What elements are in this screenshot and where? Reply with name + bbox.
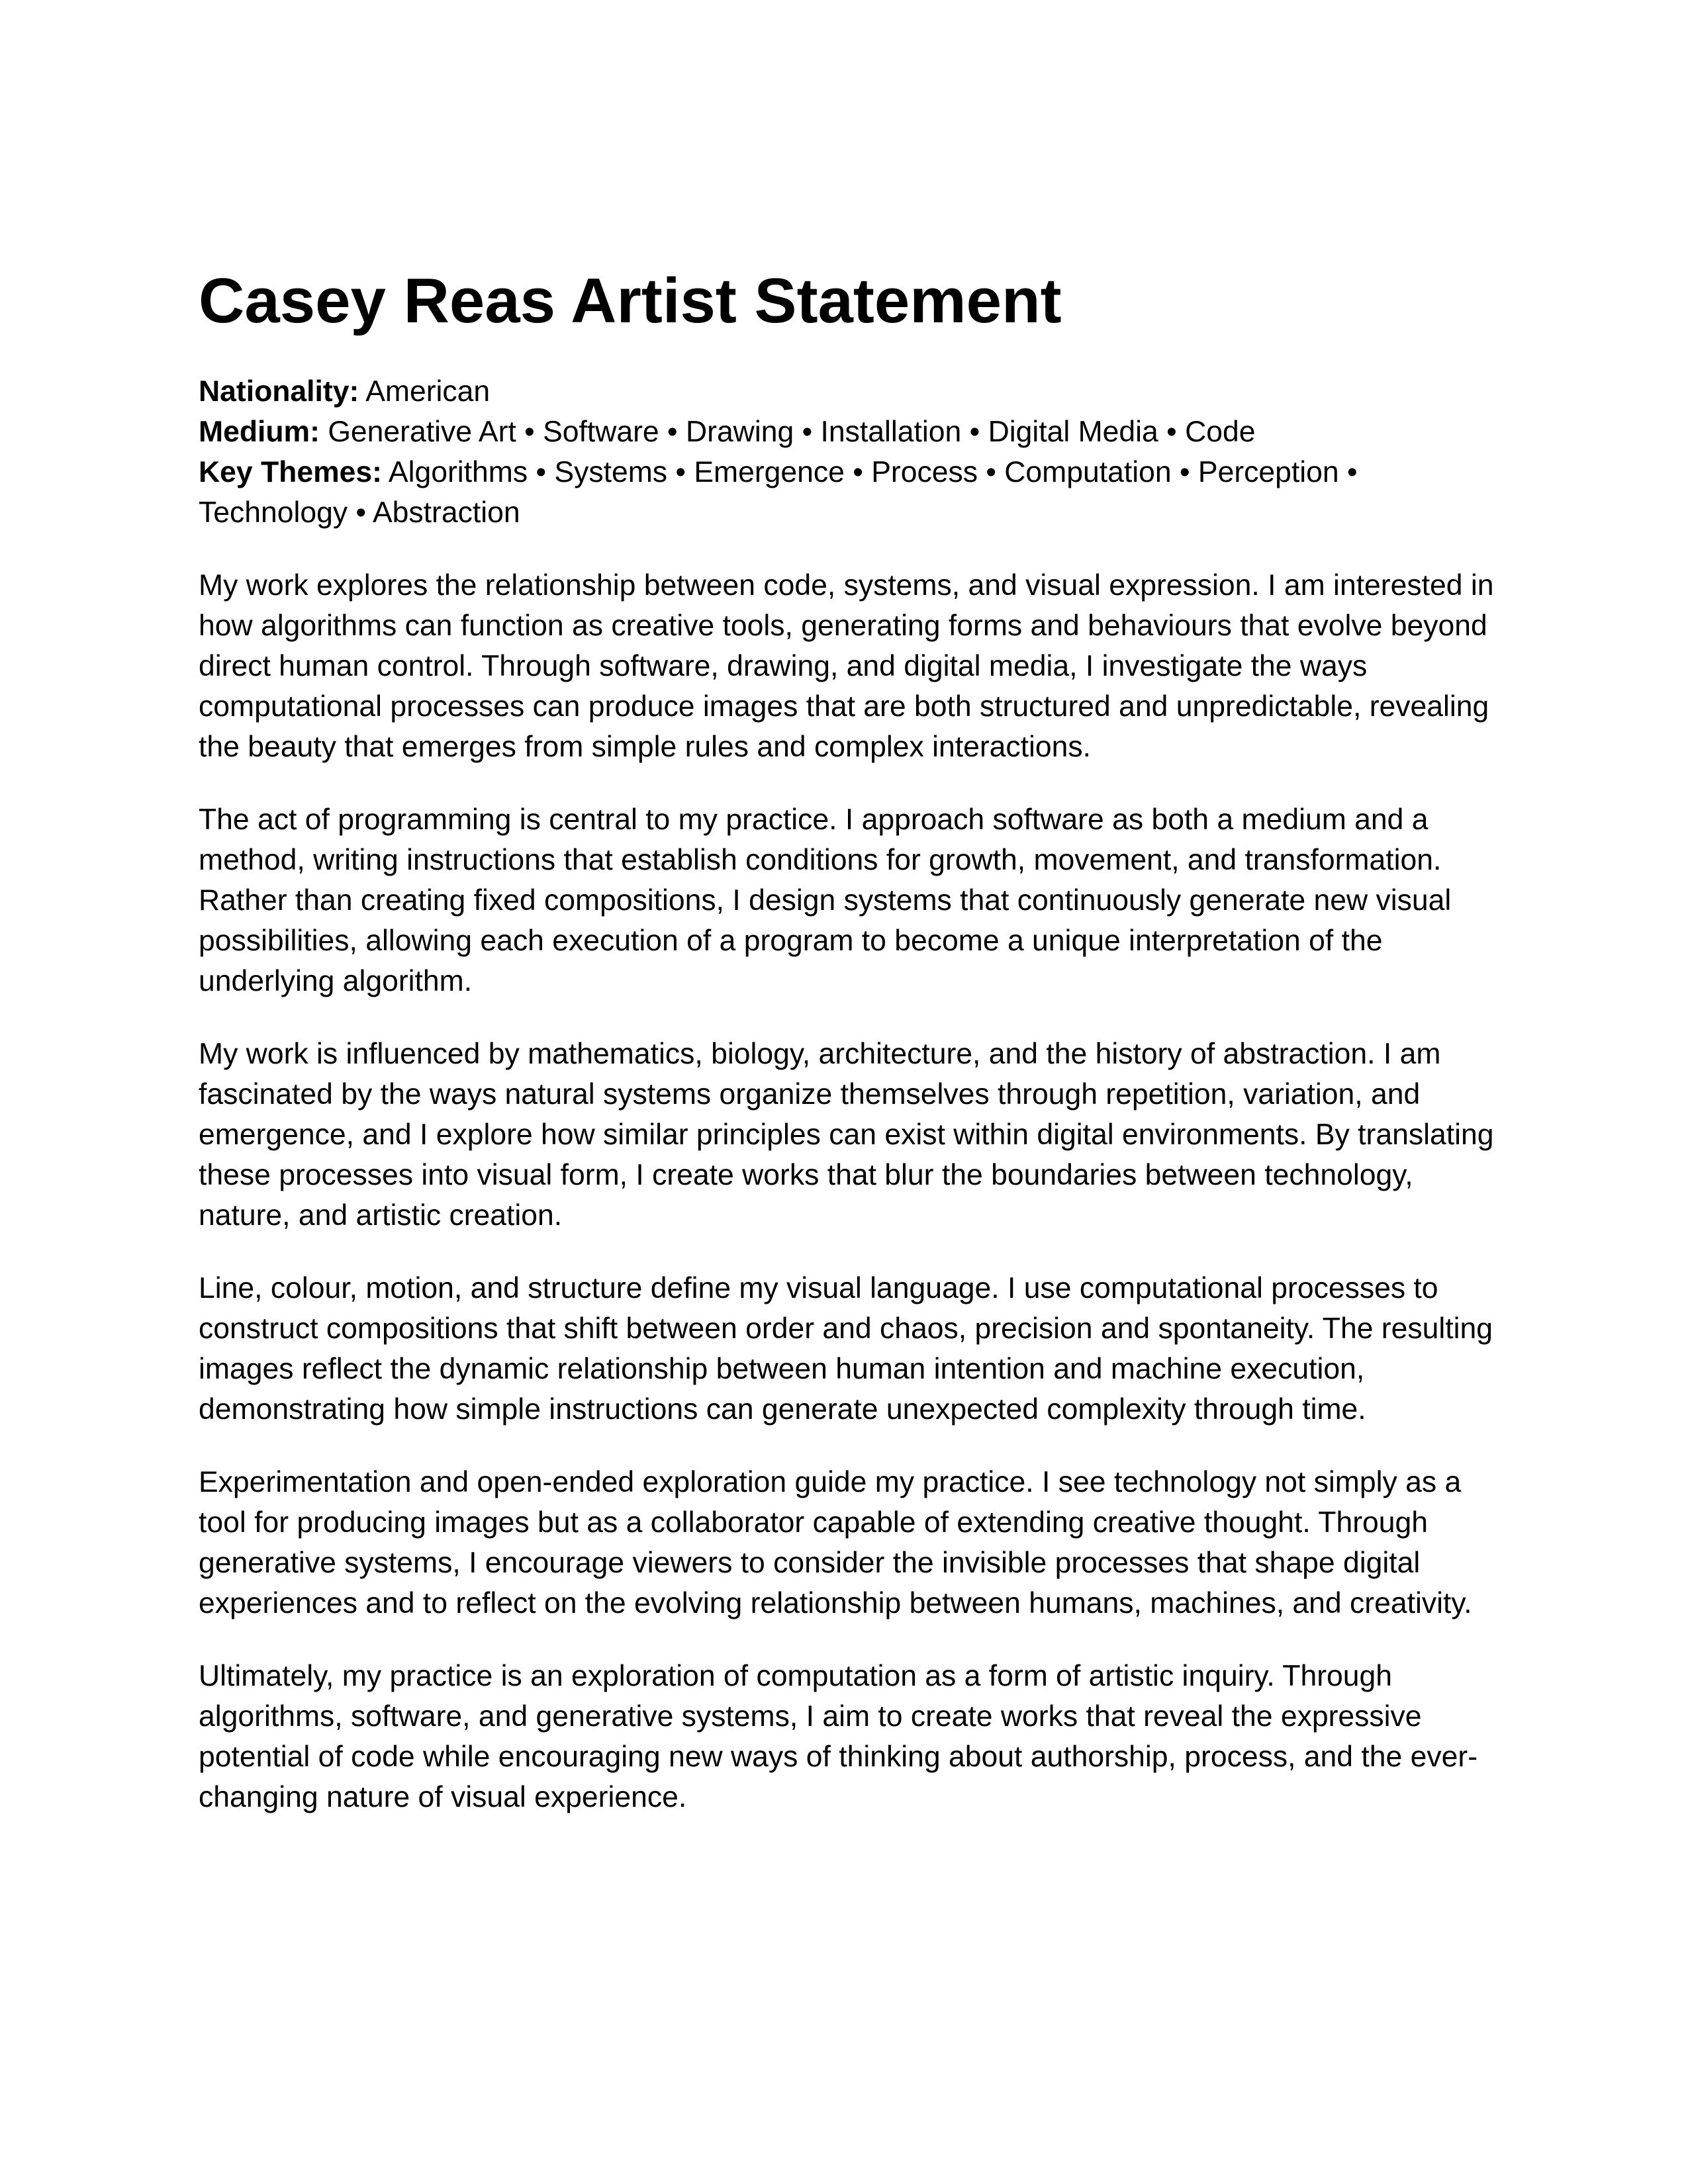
document-title: Casey Reas Artist Statement: [199, 265, 1062, 336]
meta-label: Nationality:: [199, 375, 359, 408]
body-paragraph: My work explores the relationship between code, systems, and visual expression. I am interested in how algorithms can function as creative tools, generating forms and behaviours that evolve beyond direct human control. Through software, drawing, and digital media, I investigate the ways computational processes can produce images that are both structured and unpredictable, revealing the beauty that emerges from simple rules and complex interactions.: [199, 569, 1494, 763]
meta-medium: [199, 412, 1509, 452]
body-paragraph: Experimentation and open-ended exploration guide my practice. I see technology not simply as a tool for producing images but as a collaborator capable of extending creative thought. Through generative systems, I encourage viewers to consider the invisible processes that shape digital experiences and to reflect on the evolving relationship between humans, machines, and creativity.: [199, 1466, 1472, 1619]
meta-key-themes: [199, 452, 1509, 533]
meta-value: American: [365, 375, 491, 408]
meta-nationality: [199, 371, 1509, 412]
body-paragraph: Line, colour, motion, and structure define my visual language. I use computational processes to construct compositions that shift between order and chaos, precision and spontaneity. The resulting images reflect the dynamic relationship between human intention and machine execution, demonstrating how simple instructions can generate unexpected complexity through time.: [199, 1272, 1493, 1426]
body-paragraph: My work is influenced by mathematics, biology, architecture, and the history of abstraction. I am fascinated by the ways natural systems organize themselves through repetition, variation, and emergence, and I explore how similar principles can exist within digital environments. By translating these processes into visual form, I create works that blur the boundaries between technology, nature, and artistic creation.: [199, 1038, 1494, 1232]
meta-value: Algorithms • Systems • Emergence • Process • Computation • Perception • Technology • Abstraction: [199, 456, 1358, 529]
meta-label: Key Themes:: [199, 456, 382, 488]
meta-label: Medium:: [199, 416, 320, 448]
meta-value: Generative Art • Software • Drawing • Installation • Digital Media • Code: [328, 416, 1256, 448]
document-page: [199, 261, 1509, 1850]
metadata-block: [199, 371, 1509, 533]
body-paragraph: The act of programming is central to my practice. I approach software as both a medium and a method, writing instructions that establish conditions for growth, movement, and transformation. Rather than creating fixed compositions, I design systems that continuously generate new visual possibilities, allowing each execution of a program to become a unique interpretation of the underlying algorithm.: [199, 803, 1452, 997]
body-paragraph: Ultimately, my practice is an exploration of computation as a form of artistic inquiry. Through algorithms, software, and generative systems, I aim to create works that reveal the expressive potential of code while encouraging new ways of thinking about authorship, process, and the ever-changing nature of visual experience.: [199, 1660, 1478, 1813]
